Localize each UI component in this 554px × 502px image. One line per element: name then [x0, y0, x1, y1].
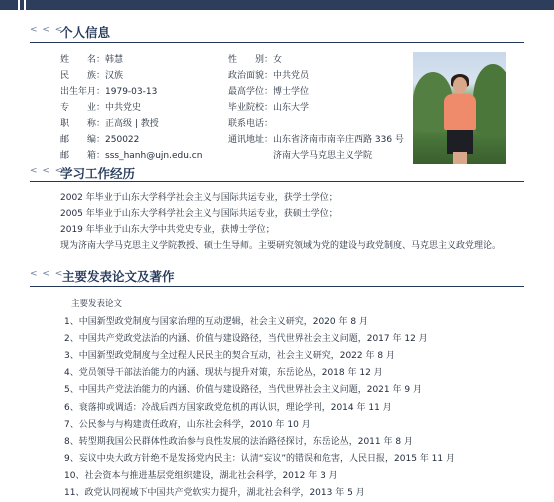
- field-label: 性 别：: [228, 55, 274, 65]
- field-label: 联系电话：: [228, 119, 274, 129]
- field-label: 民 族：: [60, 71, 106, 81]
- field-value: 山东大学: [273, 103, 310, 113]
- divider: [30, 286, 524, 287]
- info-row: [228, 84, 309, 97]
- info-row: [228, 132, 404, 145]
- divider: [30, 181, 524, 182]
- info-row: [228, 68, 309, 81]
- field-value: sss_hanh@ujn.edu.cn: [105, 151, 203, 161]
- education-item: 2005 年毕业于山东大学科学社会主义与国际共运专业，获硕士学位；: [60, 209, 338, 219]
- info-row: [228, 100, 309, 113]
- field-label: 邮 编：: [60, 135, 106, 145]
- publication-item: 4、党员领导干部法治能力的内涵、现状与提升对策，东岳论丛，2018 年 12 月: [64, 368, 383, 379]
- education-item: 现为济南大学马克思主义学院教授、硕士生导师。主要研究领域为党的建设与政党制度、马克思主义政党理论。: [60, 241, 502, 251]
- field-label: 专 业：: [60, 103, 106, 113]
- top-bar: [0, 0, 554, 10]
- publication-item: 8、转型期我国公民群体性政治参与良性发展的法治路径探讨，东岳论丛，2011 年 8 月: [64, 436, 413, 447]
- info-row: [60, 148, 202, 161]
- field-value: 中共党员: [273, 71, 310, 81]
- divider: [30, 42, 524, 43]
- field-value: 韩慧: [105, 55, 124, 65]
- top-bar-notch: [18, 0, 20, 10]
- info-row: [60, 52, 123, 65]
- publication-item: 1、中国新型政党制度与国家治理的互动逻辑，社会主义研究，2020 年 8 月: [64, 317, 368, 327]
- section-title: 学习工作经历: [60, 166, 136, 181]
- chevron-left-icon: < < <: [30, 269, 64, 279]
- publications-subtitle: 主要发表论文: [71, 299, 123, 309]
- field-value: 济南大学马克思主义学院: [273, 151, 373, 161]
- section-title: 主要发表论文及著作: [62, 269, 175, 284]
- section-title: 个人信息: [60, 25, 111, 40]
- info-row: [228, 52, 282, 65]
- publication-item: 7、公民参与与构建责任政府，山东社会科学，2010 年 10 月: [64, 419, 311, 430]
- publication-item: 9、妄议中央大政方针绝不是发扬党内民主：认清“妄议”的错误和危害，人民日报，2015 年 11 月: [64, 453, 455, 464]
- publication-item: 5、中国共产党法治能力的内涵、价值与建设路径，当代世界社会主义问题，2021 年 9 月: [64, 385, 422, 396]
- publication-item: 10、社会资本与推进基层党组织建设，湖北社会科学，2012 年 3 月: [64, 470, 338, 481]
- info-row: [60, 132, 139, 145]
- info-row: [60, 100, 141, 113]
- field-label: 姓 名：: [60, 55, 106, 65]
- info-row: [273, 148, 372, 161]
- publication-item: 3、中国新型政党制度与全过程人民民主的契合互动，社会主义研究，2022 年 8 月: [64, 351, 395, 362]
- publication-item: 6、衰落抑或调适：冷战后西方国家政党危机的再认识，理论学刊，2014 年 11 月: [64, 402, 392, 413]
- field-label: 邮 箱：: [60, 151, 106, 161]
- education-item: 2019 年毕业于山东大学中共党史专业，获博士学位；: [60, 225, 275, 235]
- top-bar-notch: [24, 0, 26, 10]
- field-value: 1979-03-13: [105, 87, 158, 97]
- education-item: 2002 年毕业于山东大学科学社会主义与国际共运专业，获学士学位；: [60, 193, 338, 203]
- field-label: 出生年月：: [60, 87, 106, 97]
- field-value: 女: [273, 55, 283, 65]
- info-row: [228, 116, 273, 129]
- chevron-left-icon: < < <: [30, 166, 64, 176]
- field-label: 政治面貌：: [228, 71, 274, 81]
- publication-item: 2、中国共产党政党法治的内涵、价值与建设路径，当代世界社会主义问题，2017 年 12 月: [64, 334, 428, 345]
- info-row: [60, 68, 123, 81]
- field-label: 职 称：: [60, 119, 106, 129]
- chevron-left-icon: < < <: [30, 25, 64, 35]
- info-row: [60, 116, 159, 129]
- publication-item: 11、政党认同视域下中国共产党软实力提升，湖北社会科学，2013 年 5 月: [64, 488, 365, 498]
- profile-photo: [413, 52, 506, 164]
- field-value: 博士学位: [273, 87, 310, 97]
- field-value: 山东省济南市南辛庄西路 336 号: [273, 135, 404, 145]
- field-label: 毕业院校：: [228, 103, 274, 113]
- field-label: 最高学位：: [228, 87, 274, 97]
- info-row: [60, 84, 157, 97]
- field-value: 250022: [105, 135, 140, 145]
- field-value: 汉族: [105, 71, 124, 81]
- field-value: 中共党史: [105, 103, 142, 113]
- field-value: 正高级 | 教授: [105, 119, 159, 129]
- field-label: 通讯地址：: [228, 135, 274, 145]
